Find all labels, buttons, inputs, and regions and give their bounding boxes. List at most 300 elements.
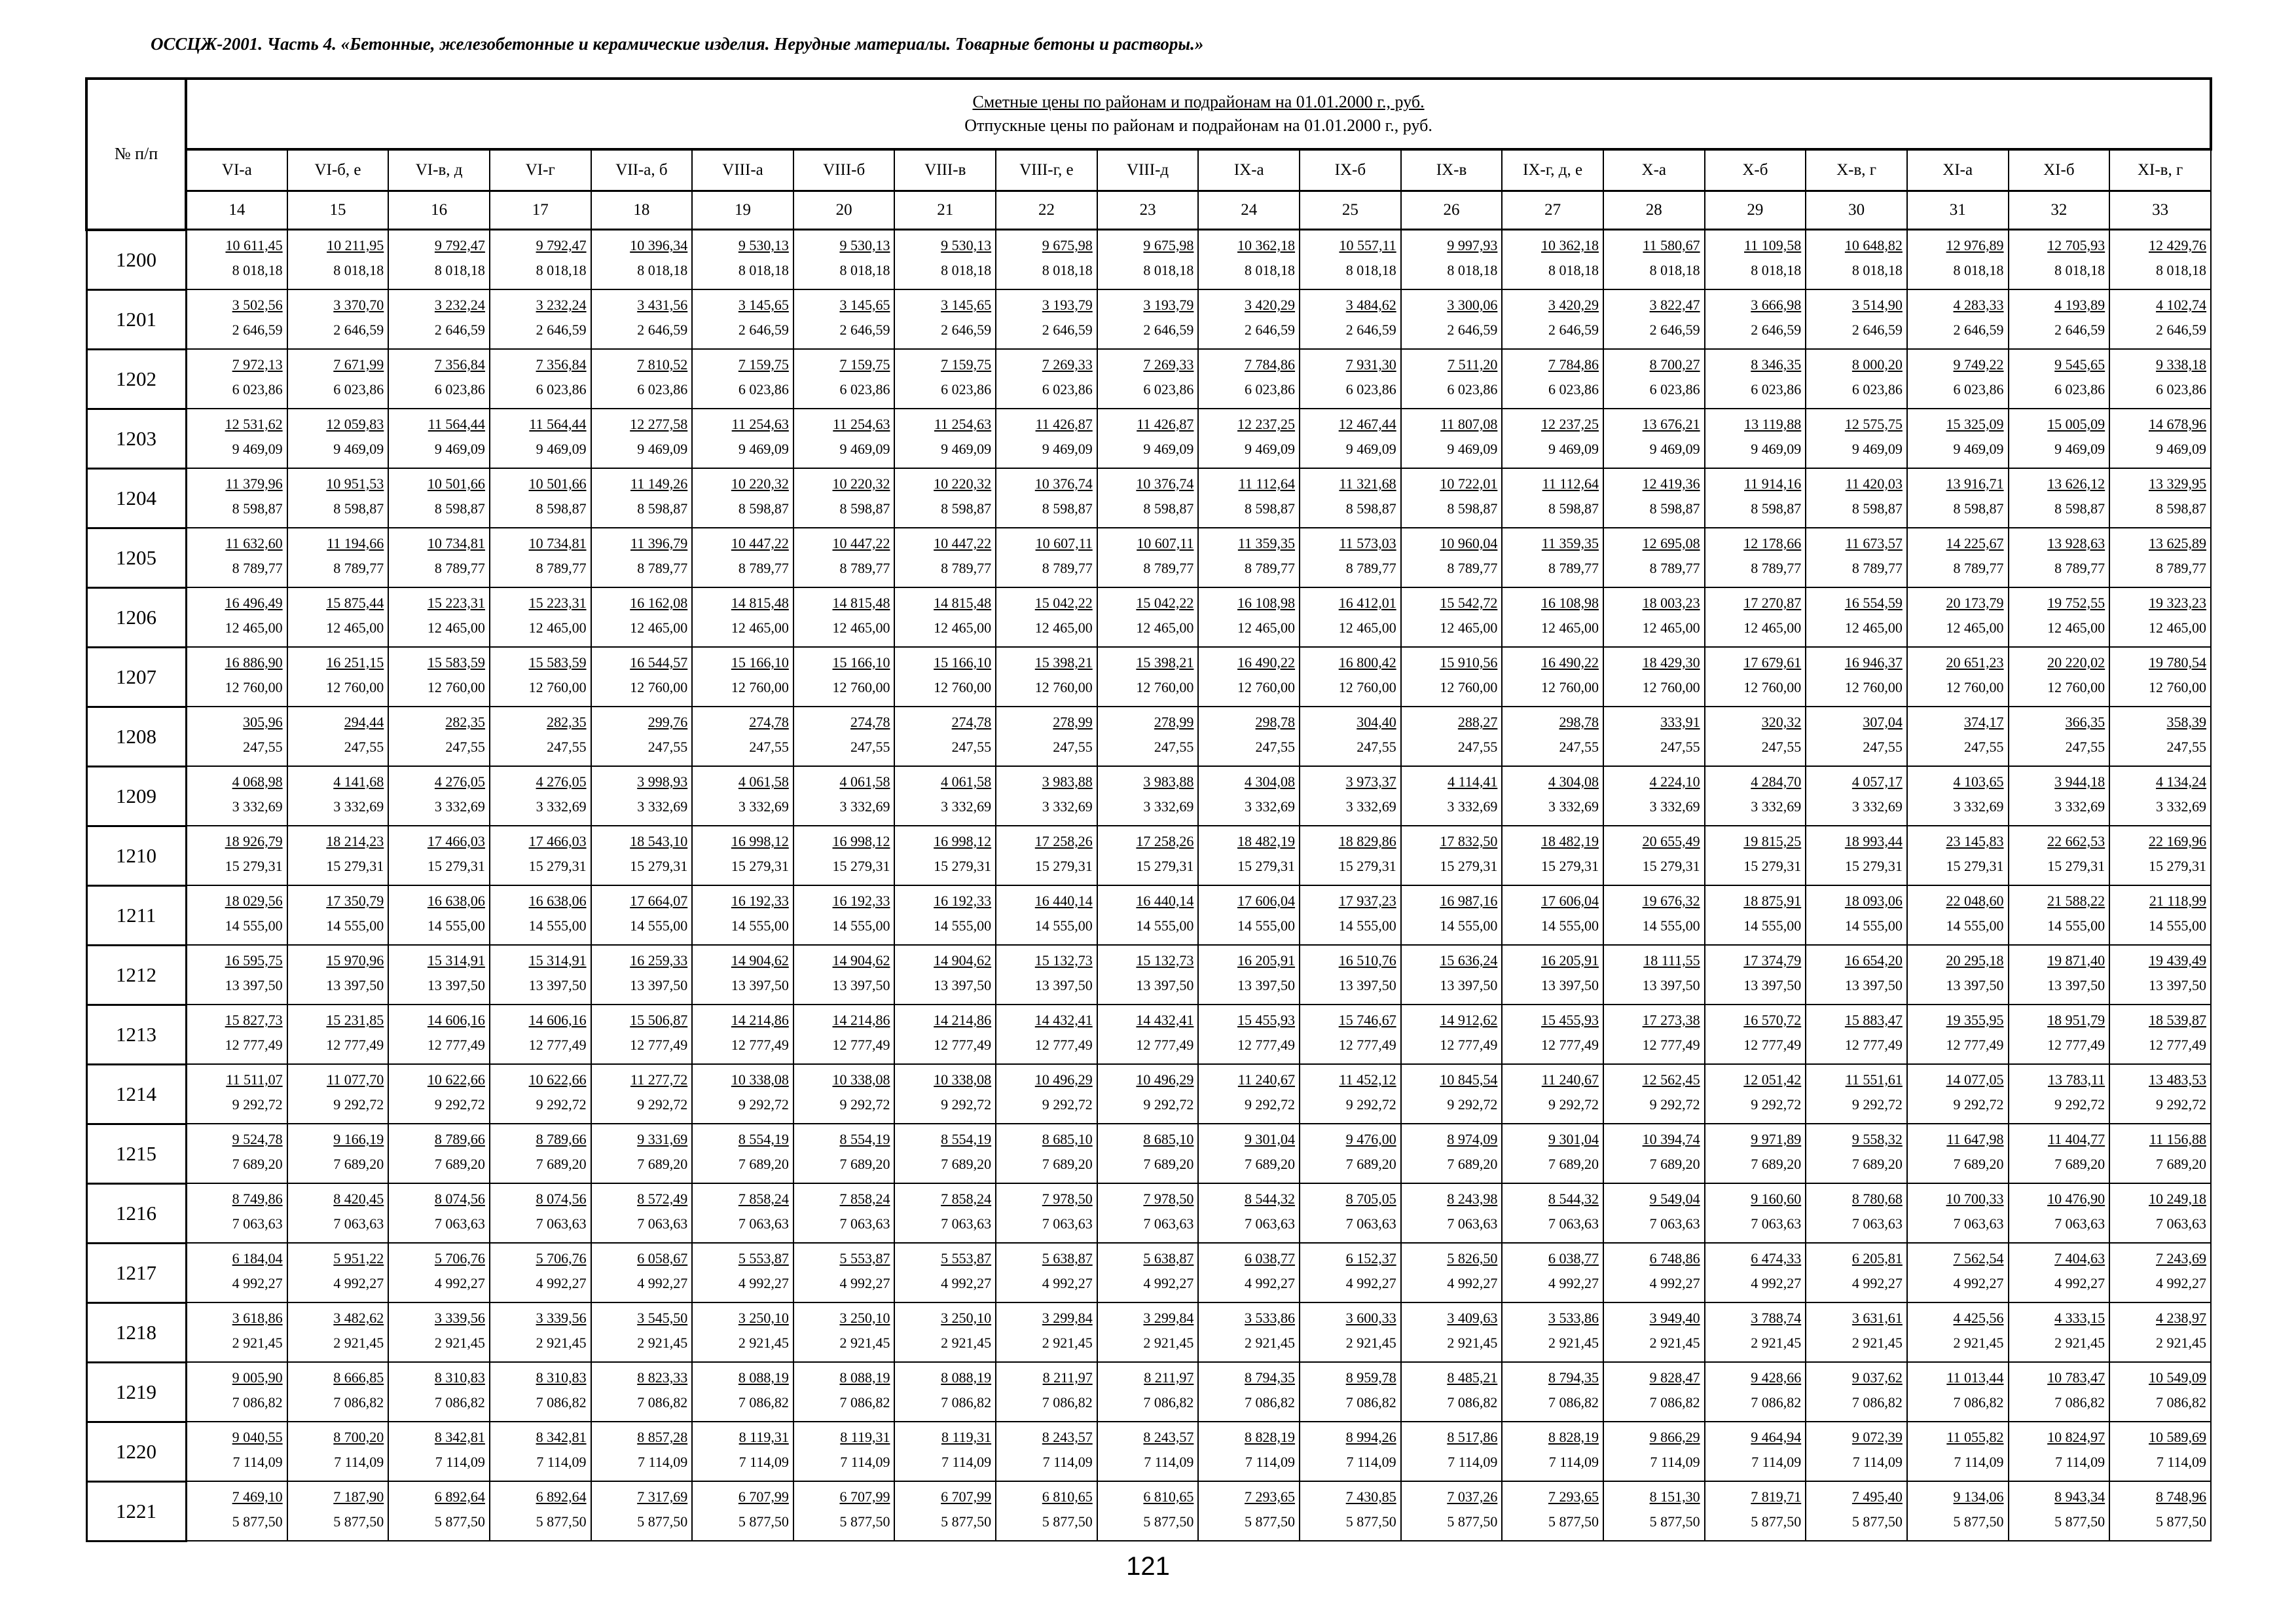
estimated-price: 18 482,19 [1540,833,1599,849]
row-number: 1200 [86,230,186,290]
price-cell [2009,349,2110,409]
release-price: 5 877,50 [738,1513,789,1530]
price-cell [1705,1481,1806,1541]
price-cell [1705,289,1806,349]
release-price: 7 063,63 [232,1215,283,1232]
estimated-price: 3 420,29 [1245,297,1296,313]
estimated-price: 8 544,32 [1245,1190,1296,1207]
price-cell [1401,945,1503,1005]
release-price: 4 992,27 [2054,1275,2105,1291]
release-price: 7 689,20 [839,1156,890,1172]
price-cell [1907,1124,2009,1183]
estimated-price: 9 971,89 [1751,1131,1802,1147]
release-price: 7 086,82 [1953,1394,2004,1411]
price-cell [996,826,1097,885]
estimated-price: 8 119,31 [840,1429,890,1445]
estimated-price: 11 404,77 [2047,1131,2105,1147]
column-header: X-а [1603,149,1705,191]
price-cell [2009,1124,2110,1183]
price-cell [490,1362,591,1422]
estimated-price: 15 970,96 [326,952,384,969]
price-cell [996,1183,1097,1243]
estimated-price: 13 928,63 [2047,535,2105,551]
price-cell [2009,1243,2110,1302]
release-price: 8 598,87 [333,500,384,517]
estimated-price: 16 108,98 [1237,595,1296,611]
release-price: 8 598,87 [1042,500,1093,517]
price-cell [186,1362,287,1422]
price-cell [894,468,996,528]
release-price: 13 397,50 [1338,977,1396,993]
price-cell [490,1302,591,1362]
price-cell [388,826,490,885]
release-price: 8 018,18 [2156,262,2207,278]
release-price: 2 921,45 [1548,1335,1599,1351]
estimated-price: 7 356,84 [536,356,587,373]
release-price: 2 646,59 [232,322,283,338]
release-price: 8 789,77 [1751,560,1802,576]
release-price: 7 689,20 [738,1156,789,1172]
release-price: 7 114,09 [638,1454,688,1470]
price-cell [1806,1124,1907,1183]
release-price: 12 760,00 [1946,679,2004,695]
estimated-price: 11 564,44 [529,416,587,432]
estimated-price: 3 420,29 [1548,297,1599,313]
price-cell [1300,1481,1401,1541]
release-price: 8 018,18 [536,262,587,278]
release-price: 8 789,77 [1245,560,1296,576]
release-price: 12 465,00 [1237,619,1296,636]
price-cell [1806,1481,1907,1541]
estimated-price: 11 149,26 [630,475,688,492]
estimated-price: 5 553,87 [839,1250,890,1266]
price-cell [894,528,996,587]
price-cell [2109,289,2211,349]
running-head: ОССЦЖ-2001. Часть 4. «Бетонные, железобетонные и керамические изделия. Нерудные материалы. Товарные бетоны и растворы.» [151,34,1204,54]
release-price: 2 921,45 [1851,1335,1903,1351]
price-cell [591,945,693,1005]
price-cell [1502,885,1603,945]
estimated-price: 16 886,90 [225,654,283,671]
row-number: 1207 [86,647,186,707]
release-price: 8 789,77 [2054,560,2105,576]
estimated-price: 15 166,10 [934,654,992,671]
release-price: 4 992,27 [536,1275,587,1291]
release-price: 247,55 [344,739,384,755]
price-cell [1401,1183,1503,1243]
estimated-price: 10 589,69 [2149,1429,2207,1445]
release-price: 2 921,45 [941,1335,992,1351]
estimated-price: 14 606,16 [528,1012,587,1028]
price-cell [1198,885,1300,945]
release-price: 6 023,86 [1447,381,1498,397]
release-price: 14 555,00 [630,917,688,934]
release-price: 8 789,77 [637,560,688,576]
price-cell [1401,1243,1503,1302]
price-cell [1300,409,1401,468]
price-cell [793,1362,895,1422]
price-cell [186,647,287,707]
estimated-price: 8 794,35 [1548,1369,1599,1386]
release-price: 15 279,31 [1034,858,1093,874]
estimated-price: 3 545,50 [637,1310,688,1326]
release-price: 15 279,31 [1237,858,1296,874]
price-cell [1300,528,1401,587]
estimated-price: 14 214,86 [731,1012,789,1028]
estimated-price: 5 638,87 [1143,1250,1194,1266]
price-cell [793,1183,895,1243]
price-cell [287,1005,389,1064]
price-cell [591,826,693,885]
price-cell [1806,587,1907,647]
price-table [85,77,2212,1542]
release-price: 247,55 [1154,739,1194,755]
release-price: 8 598,87 [536,500,587,517]
price-cell [388,945,490,1005]
estimated-price: 3 232,24 [434,297,485,313]
estimated-price: 8 554,19 [738,1131,789,1147]
estimated-price: 15 875,44 [326,595,384,611]
column-header: VIII-г, е [996,149,1097,191]
release-price: 2 646,59 [536,322,587,338]
estimated-price: 17 273,38 [1642,1012,1700,1028]
estimated-price: 18 214,23 [326,833,384,849]
price-cell [2009,1005,2110,1064]
estimated-price: 5 553,87 [738,1250,789,1266]
estimated-price: 4 114,41 [1448,773,1498,790]
price-cell [490,468,591,528]
estimated-price: 15 132,73 [1136,952,1194,969]
column-number: 26 [1401,191,1503,230]
estimated-price: 15 166,10 [731,654,789,671]
price-cell [1603,1481,1705,1541]
release-price: 5 877,50 [1751,1513,1802,1530]
price-cell [1300,766,1401,826]
estimated-price: 8 088,19 [839,1369,890,1386]
estimated-price: 14 225,67 [1946,535,2004,551]
release-price: 7 086,82 [536,1394,587,1411]
release-price: 13 397,50 [731,977,789,993]
estimated-price: 23 145,83 [1946,833,2004,849]
price-cell [186,289,287,349]
release-price: 6 023,86 [738,381,789,397]
release-price: 9 292,72 [1851,1096,1903,1113]
price-cell [1705,587,1806,647]
release-price: 8 598,87 [1143,500,1194,517]
estimated-price: 19 815,25 [1743,833,1802,849]
price-cell [692,587,793,647]
estimated-price: 3 482,62 [333,1310,384,1326]
estimated-price: 10 622,66 [528,1071,587,1088]
price-cell [388,1183,490,1243]
estimated-price: 8 000,20 [1851,356,1903,373]
release-price: 7 114,09 [2054,1454,2105,1470]
price-cell [1603,230,1705,290]
price-cell [186,528,287,587]
estimated-price: 8 943,34 [2054,1488,2105,1505]
release-price: 8 018,18 [1143,262,1194,278]
row-number: 1210 [86,826,186,885]
table-row [86,826,2211,885]
estimated-price: 15 005,09 [2047,416,2105,432]
price-cell [186,1124,287,1183]
estimated-price: 11 359,35 [1237,535,1296,551]
release-price: 3 332,69 [232,798,283,815]
price-cell [1401,468,1503,528]
release-price: 12 760,00 [1440,679,1498,695]
price-cell [2009,1481,2110,1541]
estimated-price: 8 211,97 [1042,1369,1093,1386]
estimated-price: 11 647,98 [1946,1131,2004,1147]
price-cell [287,289,389,349]
estimated-price: 17 606,04 [1237,893,1296,909]
column-header: X-б [1705,149,1806,191]
release-price: 4 992,27 [839,1275,890,1291]
price-cell [1907,468,2009,528]
price-cell [1198,1362,1300,1422]
estimated-price: 8 554,19 [839,1131,890,1147]
release-price: 12 777,49 [1743,1037,1802,1053]
estimated-price: 8 310,83 [434,1369,485,1386]
estimated-price: 10 501,66 [528,475,587,492]
estimated-price: 20 295,18 [1946,952,2004,969]
release-price: 7 086,82 [2054,1394,2105,1411]
estimated-price: 5 951,22 [333,1250,384,1266]
estimated-price: 3 299,84 [1143,1310,1194,1326]
estimated-price: 10 447,22 [731,535,789,551]
price-cell [186,1005,287,1064]
price-cell [2109,885,2211,945]
release-price: 14 555,00 [1136,917,1194,934]
estimated-price: 14 904,62 [731,952,789,969]
estimated-price: 5 638,87 [1042,1250,1093,1266]
price-cell [1401,766,1503,826]
price-cell [1401,707,1503,766]
release-price: 2 646,59 [1953,322,2004,338]
price-cell [996,409,1097,468]
estimated-price: 288,27 [1457,714,1498,730]
price-cell [1603,528,1705,587]
price-cell [1198,1064,1300,1124]
release-price: 12 777,49 [1540,1037,1599,1053]
estimated-price: 15 042,22 [1034,595,1093,611]
price-cell [1097,766,1199,826]
release-price: 4 992,27 [1751,1275,1802,1291]
price-cell [1401,230,1503,290]
price-cell [1907,647,2009,707]
price-cell [2109,1302,2211,1362]
estimated-price: 9 428,66 [1751,1369,1802,1386]
row-number: 1205 [86,528,186,587]
estimated-price: 18 029,56 [225,893,283,909]
price-cell [1300,587,1401,647]
estimated-price: 282,35 [547,714,587,730]
estimated-price: 7 293,65 [1245,1488,1296,1505]
estimated-price: 15 325,09 [1946,416,2004,432]
estimated-price: 10 501,66 [427,475,485,492]
price-cell [1502,766,1603,826]
release-price: 2 921,45 [839,1335,890,1351]
price-cell [1603,349,1705,409]
price-cell [1907,707,2009,766]
release-price: 8 018,18 [1953,262,2004,278]
release-price: 7 063,63 [1345,1215,1396,1232]
price-cell [287,885,389,945]
price-cell [2109,1183,2211,1243]
price-cell [1401,1481,1503,1541]
price-cell [1705,528,1806,587]
release-price: 13 397,50 [630,977,688,993]
release-price: 5 877,50 [1345,1513,1396,1530]
release-price: 8 598,87 [637,500,688,517]
estimated-price: 8 749,86 [232,1190,283,1207]
estimated-price: 22 662,53 [2047,833,2105,849]
release-price: 9 469,09 [738,441,789,457]
price-cell [996,1481,1097,1541]
estimated-price: 15 223,31 [427,595,485,611]
estimated-price: 15 542,72 [1440,595,1498,611]
price-cell [1806,1302,1907,1362]
estimated-price: 7 430,85 [1345,1488,1396,1505]
release-price: 6 023,86 [1548,381,1599,397]
release-price: 15 279,31 [630,858,688,874]
release-price: 8 598,87 [1245,500,1296,517]
estimated-price: 12 575,75 [1844,416,1903,432]
estimated-price: 7 404,63 [2054,1250,2105,1266]
release-price: 8 018,18 [1548,262,1599,278]
release-price: 2 646,59 [1245,322,1296,338]
release-price: 3 332,69 [1953,798,2004,815]
release-price: 7 086,82 [333,1394,384,1411]
release-price: 6 023,86 [2156,381,2207,397]
column-number: 28 [1603,191,1705,230]
release-price: 4 992,27 [2156,1275,2207,1291]
estimated-price: 8 572,49 [637,1190,688,1207]
release-price: 9 469,09 [1649,441,1700,457]
release-price: 12 760,00 [1743,679,1802,695]
release-price: 2 646,59 [434,322,485,338]
price-cell [1907,1362,2009,1422]
release-price: 12 465,00 [528,619,587,636]
table-row [86,409,2211,468]
release-price: 8 789,77 [941,560,992,576]
price-cell [793,230,895,290]
price-cell [2009,647,2110,707]
release-price: 13 397,50 [2149,977,2207,993]
release-price: 12 777,49 [731,1037,789,1053]
release-price: 15 279,31 [1642,858,1700,874]
price-cell [287,409,389,468]
estimated-price: 8 994,26 [1345,1429,1396,1445]
price-cell [1097,468,1199,528]
estimated-price: 8 544,32 [1548,1190,1599,1207]
estimated-price: 16 251,15 [326,654,384,671]
release-price: 8 789,77 [1447,560,1498,576]
estimated-price: 16 654,20 [1844,952,1903,969]
column-number: 20 [793,191,895,230]
release-price: 14 555,00 [1338,917,1396,934]
estimated-price: 12 467,44 [1338,416,1396,432]
release-price: 9 292,72 [2054,1096,2105,1113]
price-cell [692,1243,793,1302]
release-price: 7 114,09 [1548,1454,1599,1470]
estimated-price: 10 220,32 [832,475,890,492]
release-price: 4 992,27 [738,1275,789,1291]
price-cell [2109,349,2211,409]
estimated-price: 16 496,49 [225,595,283,611]
release-price: 6 023,86 [536,381,587,397]
release-price: 247,55 [1559,739,1599,755]
row-number: 1209 [86,766,186,826]
column-number: 17 [490,191,591,230]
estimated-price: 8 346,35 [1751,356,1802,373]
estimated-price: 3 370,70 [333,297,384,313]
price-cell [692,230,793,290]
estimated-price: 10 376,74 [1034,475,1093,492]
estimated-price: 16 987,16 [1440,893,1498,909]
estimated-price: 3 998,93 [637,773,688,790]
release-price: 15 279,31 [2149,858,2207,874]
price-cell [1198,1183,1300,1243]
estimated-price: 12 562,45 [1642,1071,1700,1088]
price-cell [1097,1302,1199,1362]
release-price: 7 114,09 [1954,1454,2004,1470]
price-cell [591,1005,693,1064]
estimated-price: 7 187,90 [333,1488,384,1505]
estimated-price: 10 362,18 [1540,237,1599,253]
estimated-price: 11 112,64 [1542,475,1599,492]
estimated-price: 10 824,97 [2047,1429,2105,1445]
release-price: 15 279,31 [934,858,992,874]
release-price: 7 063,63 [1447,1215,1498,1232]
release-price: 5 877,50 [536,1513,587,1530]
price-cell [1705,1362,1806,1422]
price-cell [1806,1183,1907,1243]
price-cell [1401,349,1503,409]
estimated-price: 16 946,37 [1844,654,1903,671]
release-price: 2 646,59 [1649,322,1700,338]
estimated-price: 8 243,57 [1143,1429,1194,1445]
release-price: 7 063,63 [1143,1215,1194,1232]
estimated-price: 8 823,33 [637,1369,688,1386]
price-cell [1300,707,1401,766]
release-price: 2 921,45 [1143,1335,1194,1351]
release-price: 6 023,86 [1245,381,1296,397]
release-price: 13 397,50 [528,977,587,993]
estimated-price: 8 074,56 [434,1190,485,1207]
estimated-price: 5 553,87 [941,1250,992,1266]
price-cell [1401,289,1503,349]
release-price: 8 789,77 [1143,560,1194,576]
estimated-price: 7 784,86 [1245,356,1296,373]
row-number: 1219 [86,1362,186,1422]
estimated-price: 12 178,66 [1743,535,1802,551]
price-cell [287,230,389,290]
estimated-price: 10 338,08 [731,1071,789,1088]
release-price: 13 397,50 [1034,977,1093,993]
price-cell [1401,826,1503,885]
price-cell [1603,1064,1705,1124]
estimated-price: 16 998,12 [832,833,890,849]
price-cell [2009,528,2110,587]
release-price: 12 777,49 [1034,1037,1093,1053]
estimated-price: 10 607,11 [1035,535,1093,551]
release-price: 12 465,00 [1642,619,1700,636]
release-price: 15 279,31 [1338,858,1396,874]
release-price: 5 877,50 [1953,1513,2004,1530]
release-price: 6 023,86 [434,381,485,397]
release-price: 2 921,45 [536,1335,587,1351]
